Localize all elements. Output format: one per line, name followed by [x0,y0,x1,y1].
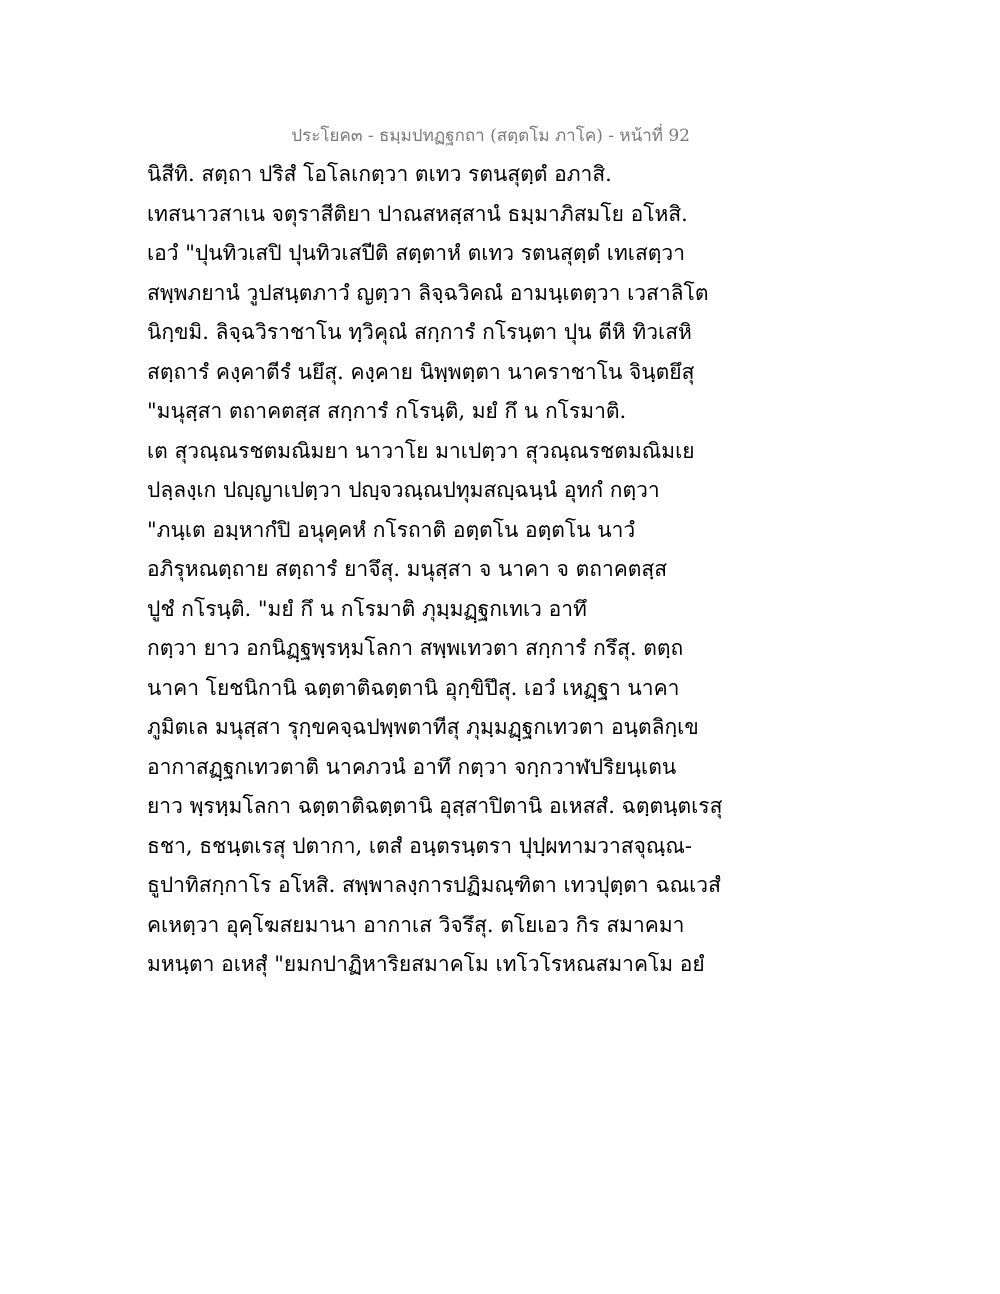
body-text [147,155,723,985]
text-line: "มนุสฺสา ตถาคตสฺส สกฺการํ กโรนฺติ, มยํ กึ น กโรมาติ. [147,399,627,423]
text-line: ปลฺลงฺเก ปญฺญาเปตฺวา ปญฺจวณฺณปทุมสญฺฉนฺนํ อุทกํ กตฺวา [147,478,660,502]
text-line: เต สุวณฺณรชตมณิมยา นาวาโย มาเปตฺวา สุวณฺณรชตมณิมเย [147,438,695,463]
text-line: เทสนาวสาเน จตุราสีติยา ปาณสหสฺสานํ ธมฺมาภิสมโย อโหสิ. [147,201,688,226]
running-header: ประโยค๓ - ธมฺมปทฏฐกถา (สตฺตโม ภาโค) - หน้าที่ 92 [291,126,690,146]
text-line: สพฺพภยานํ วูปสนฺตภาวํ ญตฺวา ลิจฺฉวิคณํ อามนฺเตตฺวา เวสาลิโต [147,280,709,305]
text-line: นาคา โยชนิกานิ ฉตฺตาติฉตฺตานิ อุกฺขิปึสุ. เอวํ เหฏฺฐา นาคา [147,675,680,700]
text-line: ธูปาทิสกฺกาโร อโหสิ. สพฺพาลงฺการปฏิมณฺฑิตา เทวปุตฺตา ฉณเวสํ [147,873,721,897]
text-line: มหนฺตา อเหสุํ "ยมกปาฏิหาริยสมาคโม เทโวโรหณสมาคโม อยํ [147,952,705,976]
text-line: กตฺวา ยาว อกนิฏฺฐพฺรหฺมโลกา สพฺพเทวตา สกฺการํ กรึสุ. ตตฺถ [147,636,684,660]
text-line: นิสีทิ. สตฺถา ปริสํ โอโลเกตฺวา ตเทว รตนสุตฺตํ อภาสิ. [147,162,612,186]
text-line: อากาสฏฺฐกเทวตาติ นาคภวนํ อาทึ กตฺวา จกฺกวาฬปริยนฺเตน [147,754,677,779]
text-line: ภูมิตเล มนุสฺสา รุกฺขคจฺฉปพฺพตาทีสุ ภุมฺมฏฺฐกเทวตา อนฺตลิกฺเข [147,715,699,739]
text-line: เอวํ "ปุนทิวเสปิ ปุนทิวเสปีติ สตฺตาหํ ตเทว รตนสุตฺตํ เทเสตฺวา [147,241,686,265]
text-line: คเหตฺวา อุคฺโฆสยมานา อากาเส วิจรึสุ. ตโยเอว กิร สมาคมา [147,912,685,937]
text-line: ธชา, ธชนฺตเรสุ ปตากา, เตสํ อนฺตรนฺตรา ปุปฺผทามวาสจุณฺณ- [147,833,692,858]
text-line: "ภนฺเต อมฺหากํปิ อนุคฺคหํ กโรถาติ อตฺตโน อตฺตโน นาวํ [147,517,636,542]
text-line: นิกฺขมิ. ลิจฺฉวิราชาโน ทฺวิคุณํ สกฺการํ กโรนฺตา ปุน ตีหิ ทิวเสหิ [147,320,692,344]
text-line: อภิรุหณตฺถาย สตฺถารํ ยาจึสุ. มนุสฺสา จ นาคา จ ตถาคตสฺส [147,557,668,581]
text-line: ยาว พฺรหฺมโลกา ฉตฺตาติฉตฺตานิ อุสฺสาปิตานิ อเหสสํ. ฉตฺตนฺตเรสุ [147,794,723,818]
text-line: ปูชํ กโรนฺติ. "มยํ กึ น กโรมาติ ภุมฺมฏฺฐกเทเว อาทึ [147,596,587,621]
text-line: สตฺถารํ คงฺคาตีรํ นยึสุ. คงฺคาย นิพฺพตฺตา นาคราชาโน จินฺตยึสุ [147,359,695,384]
